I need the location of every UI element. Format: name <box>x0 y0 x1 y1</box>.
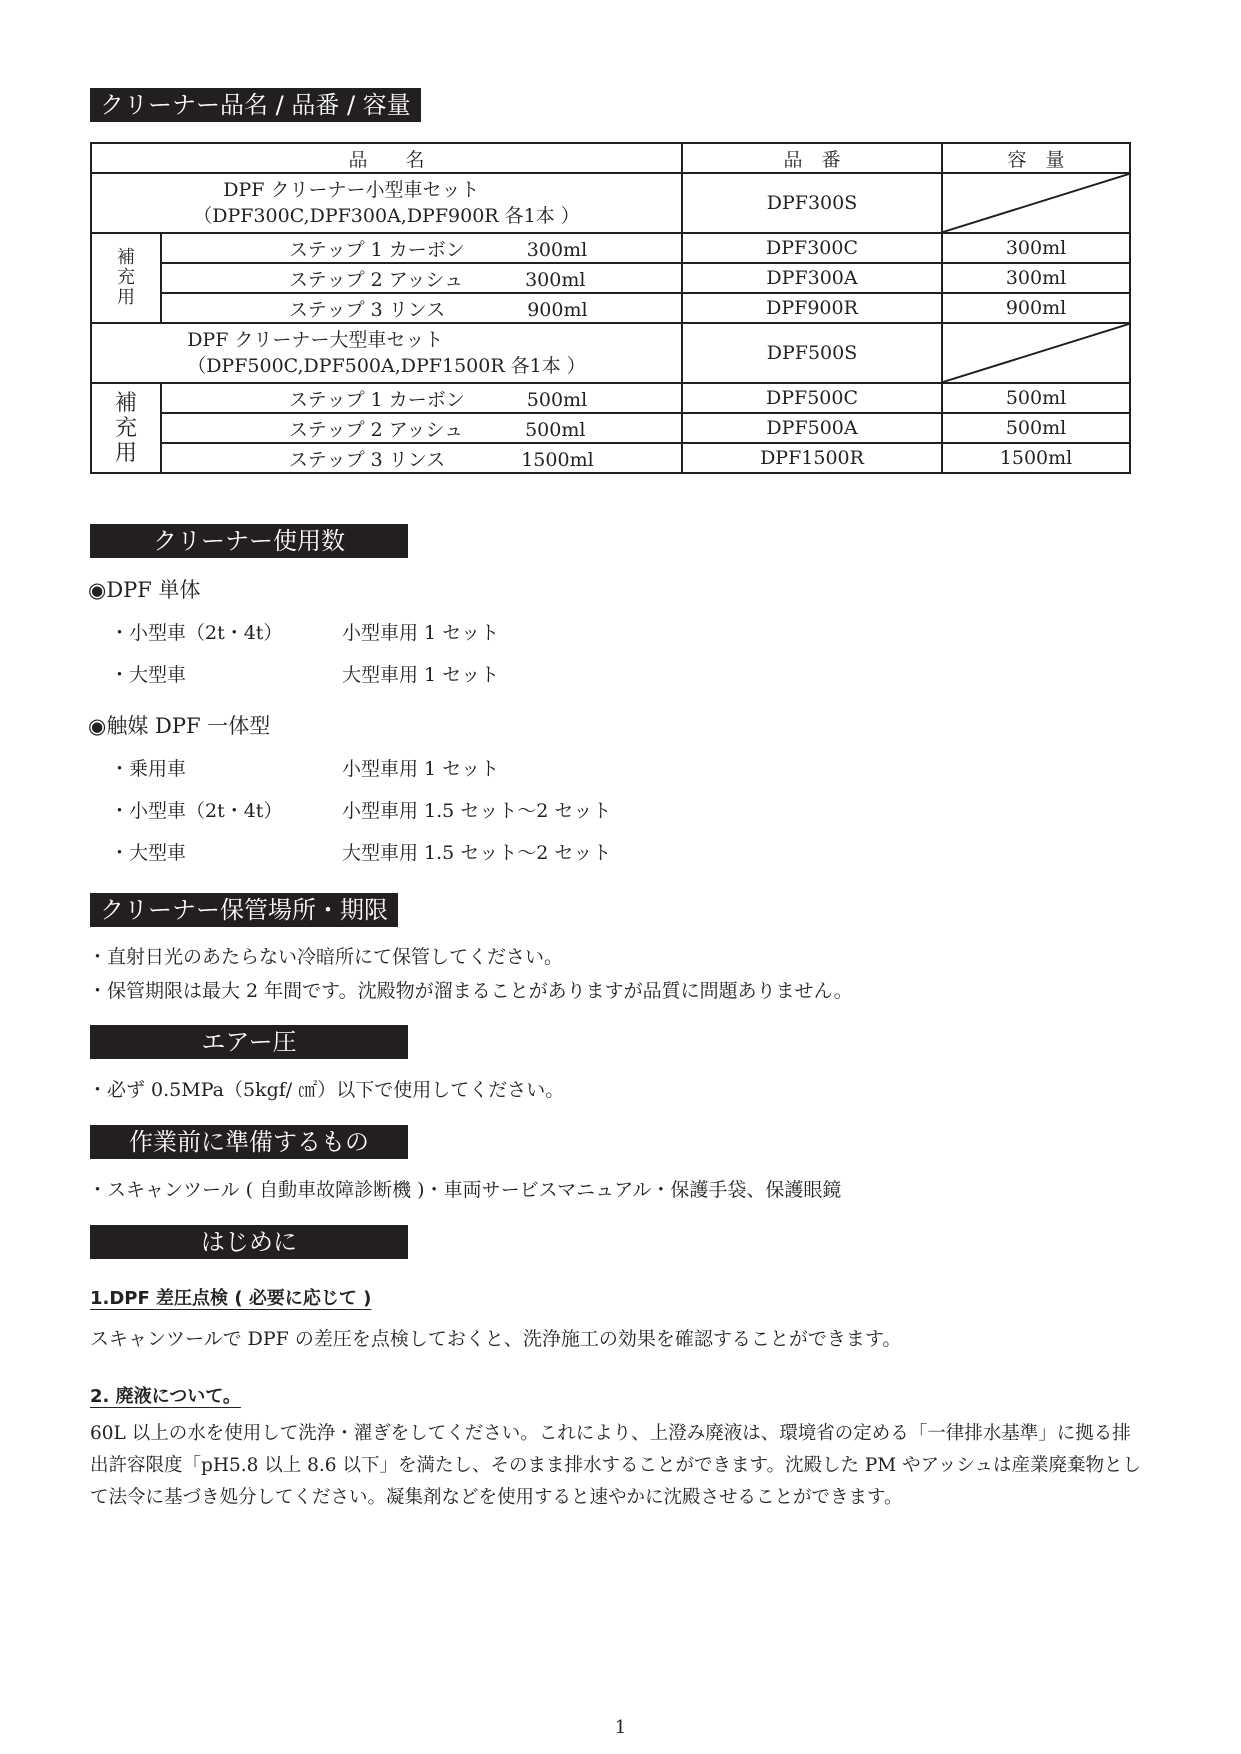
small-refill-label: 補充用 <box>91 233 161 323</box>
refill-name: ステップ 2 アッシュ 500ml <box>161 413 682 443</box>
usage-amount: 小型車用 1 セット <box>342 622 500 644</box>
table-row <box>91 323 1130 383</box>
refill-code: DPF900R <box>682 293 942 323</box>
table-row <box>91 263 1130 293</box>
prep-line: ・スキャンツール ( 自動車故障診断機 )・車両サービスマニュアル・保護手袋、保護眼鏡 <box>88 1179 842 1201</box>
table-row <box>91 293 1130 323</box>
refill-code: DPF300A <box>682 263 942 293</box>
table-row <box>91 173 1130 233</box>
usage-vehicle: ・大型車 <box>110 842 187 864</box>
refill-name: ステップ 1 カーボン 300ml <box>161 233 682 263</box>
page-number: 1 <box>614 1717 627 1738</box>
small-set-code: DPF300S <box>682 173 942 233</box>
intro-sub2-paragraph <box>90 1418 1170 1514</box>
header-name: 品 名 <box>91 143 682 173</box>
catalyst-title: ◉触媒 DPF 一体型 <box>88 714 271 738</box>
intro-sub2-line: 出許容限度「pH5.8 以上 8.6 以下」を満たし、そのまま排水することができます。沈殿した PM やアッシュは産業廃棄物とし <box>90 1455 1141 1476</box>
storage-line: ・保管期限は最大 2 年間です。沈殿物が溜まることがありますが品質に問題ありません。 <box>88 980 853 1002</box>
prep-section-heading: 作業前に準備するもの <box>90 1125 408 1159</box>
storage-line: ・直射日光のあたらない冷暗所にて保管してください。 <box>88 946 564 968</box>
refill-code: DPF1500R <box>682 443 942 473</box>
usage-amount: 小型車用 1.5 セット～2 セット <box>342 800 612 822</box>
refill-name: ステップ 2 アッシュ 300ml <box>161 263 682 293</box>
intro-sub2-line: 60L 以上の水を使用して洗浄・濯ぎをしてください。これにより、上澄み廃液は、環境省の定める「一律排水基準」に拠る排 <box>90 1423 1131 1444</box>
refill-capacity: 900ml <box>942 293 1130 323</box>
intro-sub1-title: 1.DPF 差圧点検 ( 必要に応じて ) <box>90 1288 372 1309</box>
spec-section-heading: クリーナー品名 / 品番 / 容量 <box>90 88 421 122</box>
usage-amount: 小型車用 1 セット <box>342 758 500 780</box>
usage-vehicle: ・小型車（2t・4t） <box>110 800 283 822</box>
refill-capacity: 300ml <box>942 233 1130 263</box>
spec-table <box>90 142 1131 474</box>
refill-name: ステップ 3 リンス 900ml <box>161 293 682 323</box>
diagonal-line-icon <box>943 174 1129 232</box>
intro-sub2-line: て法令に基づき処分してください。凝集剤などを使用すると速やかに沈殿させることができます。 <box>90 1487 903 1508</box>
small-set-capacity-empty <box>942 173 1130 233</box>
header-code: 品 番 <box>682 143 942 173</box>
air-section-heading: エアー圧 <box>90 1025 408 1059</box>
large-set-line2: （DPF500C,DPF500A,DPF1500R 各1本 ） <box>187 355 586 377</box>
table-row <box>91 443 1130 473</box>
dpf-single-title: ◉DPF 単体 <box>88 578 201 602</box>
refill-name: ステップ 1 カーボン 500ml <box>161 383 682 413</box>
usage-amount: 大型車用 1 セット <box>342 664 500 686</box>
refill-name: ステップ 3 リンス 1500ml <box>161 443 682 473</box>
table-row <box>91 383 1130 413</box>
table-row <box>91 233 1130 263</box>
usage-vehicle: ・乗用車 <box>110 758 187 780</box>
refill-code: DPF500A <box>682 413 942 443</box>
header-capacity: 容 量 <box>942 143 1130 173</box>
refill-code: DPF500C <box>682 383 942 413</box>
large-set-capacity-empty <box>942 323 1130 383</box>
usage-section-heading: クリーナー使用数 <box>90 524 408 558</box>
large-set-name <box>91 323 682 383</box>
large-set-code: DPF500S <box>682 323 942 383</box>
usage-amount: 大型車用 1.5 セット～2 セット <box>342 842 612 864</box>
small-set-name <box>91 173 682 233</box>
diagonal-line-icon <box>943 324 1129 382</box>
air-line: ・必ず 0.5MPa（5kgf/ ㎠）以下で使用してください。 <box>88 1079 565 1101</box>
usage-vehicle: ・大型車 <box>110 664 187 686</box>
intro-sub1-text: スキャンツールで DPF の差圧を点検しておくと、洗浄施工の効果を確認することができます。 <box>90 1328 902 1350</box>
refill-capacity: 500ml <box>942 383 1130 413</box>
refill-capacity: 300ml <box>942 263 1130 293</box>
intro-section-heading: はじめに <box>90 1225 408 1259</box>
small-set-line2: （DPF300C,DPF300A,DPF900R 各1本 ） <box>193 205 580 227</box>
storage-section-heading: クリーナー保管場所・期限 <box>90 893 398 927</box>
refill-code: DPF300C <box>682 233 942 263</box>
intro-sub2-title: 2. 廃液について。 <box>90 1386 241 1407</box>
large-set-line1: DPF クリーナー大型車セット <box>187 329 444 351</box>
table-header-row <box>91 143 1130 173</box>
small-set-line1: DPF クリーナー小型車セット <box>223 179 480 201</box>
refill-capacity: 500ml <box>942 413 1130 443</box>
usage-vehicle: ・小型車（2t・4t） <box>110 622 283 644</box>
refill-capacity: 1500ml <box>942 443 1130 473</box>
table-row <box>91 413 1130 443</box>
large-refill-label: 補充用 <box>91 383 161 473</box>
